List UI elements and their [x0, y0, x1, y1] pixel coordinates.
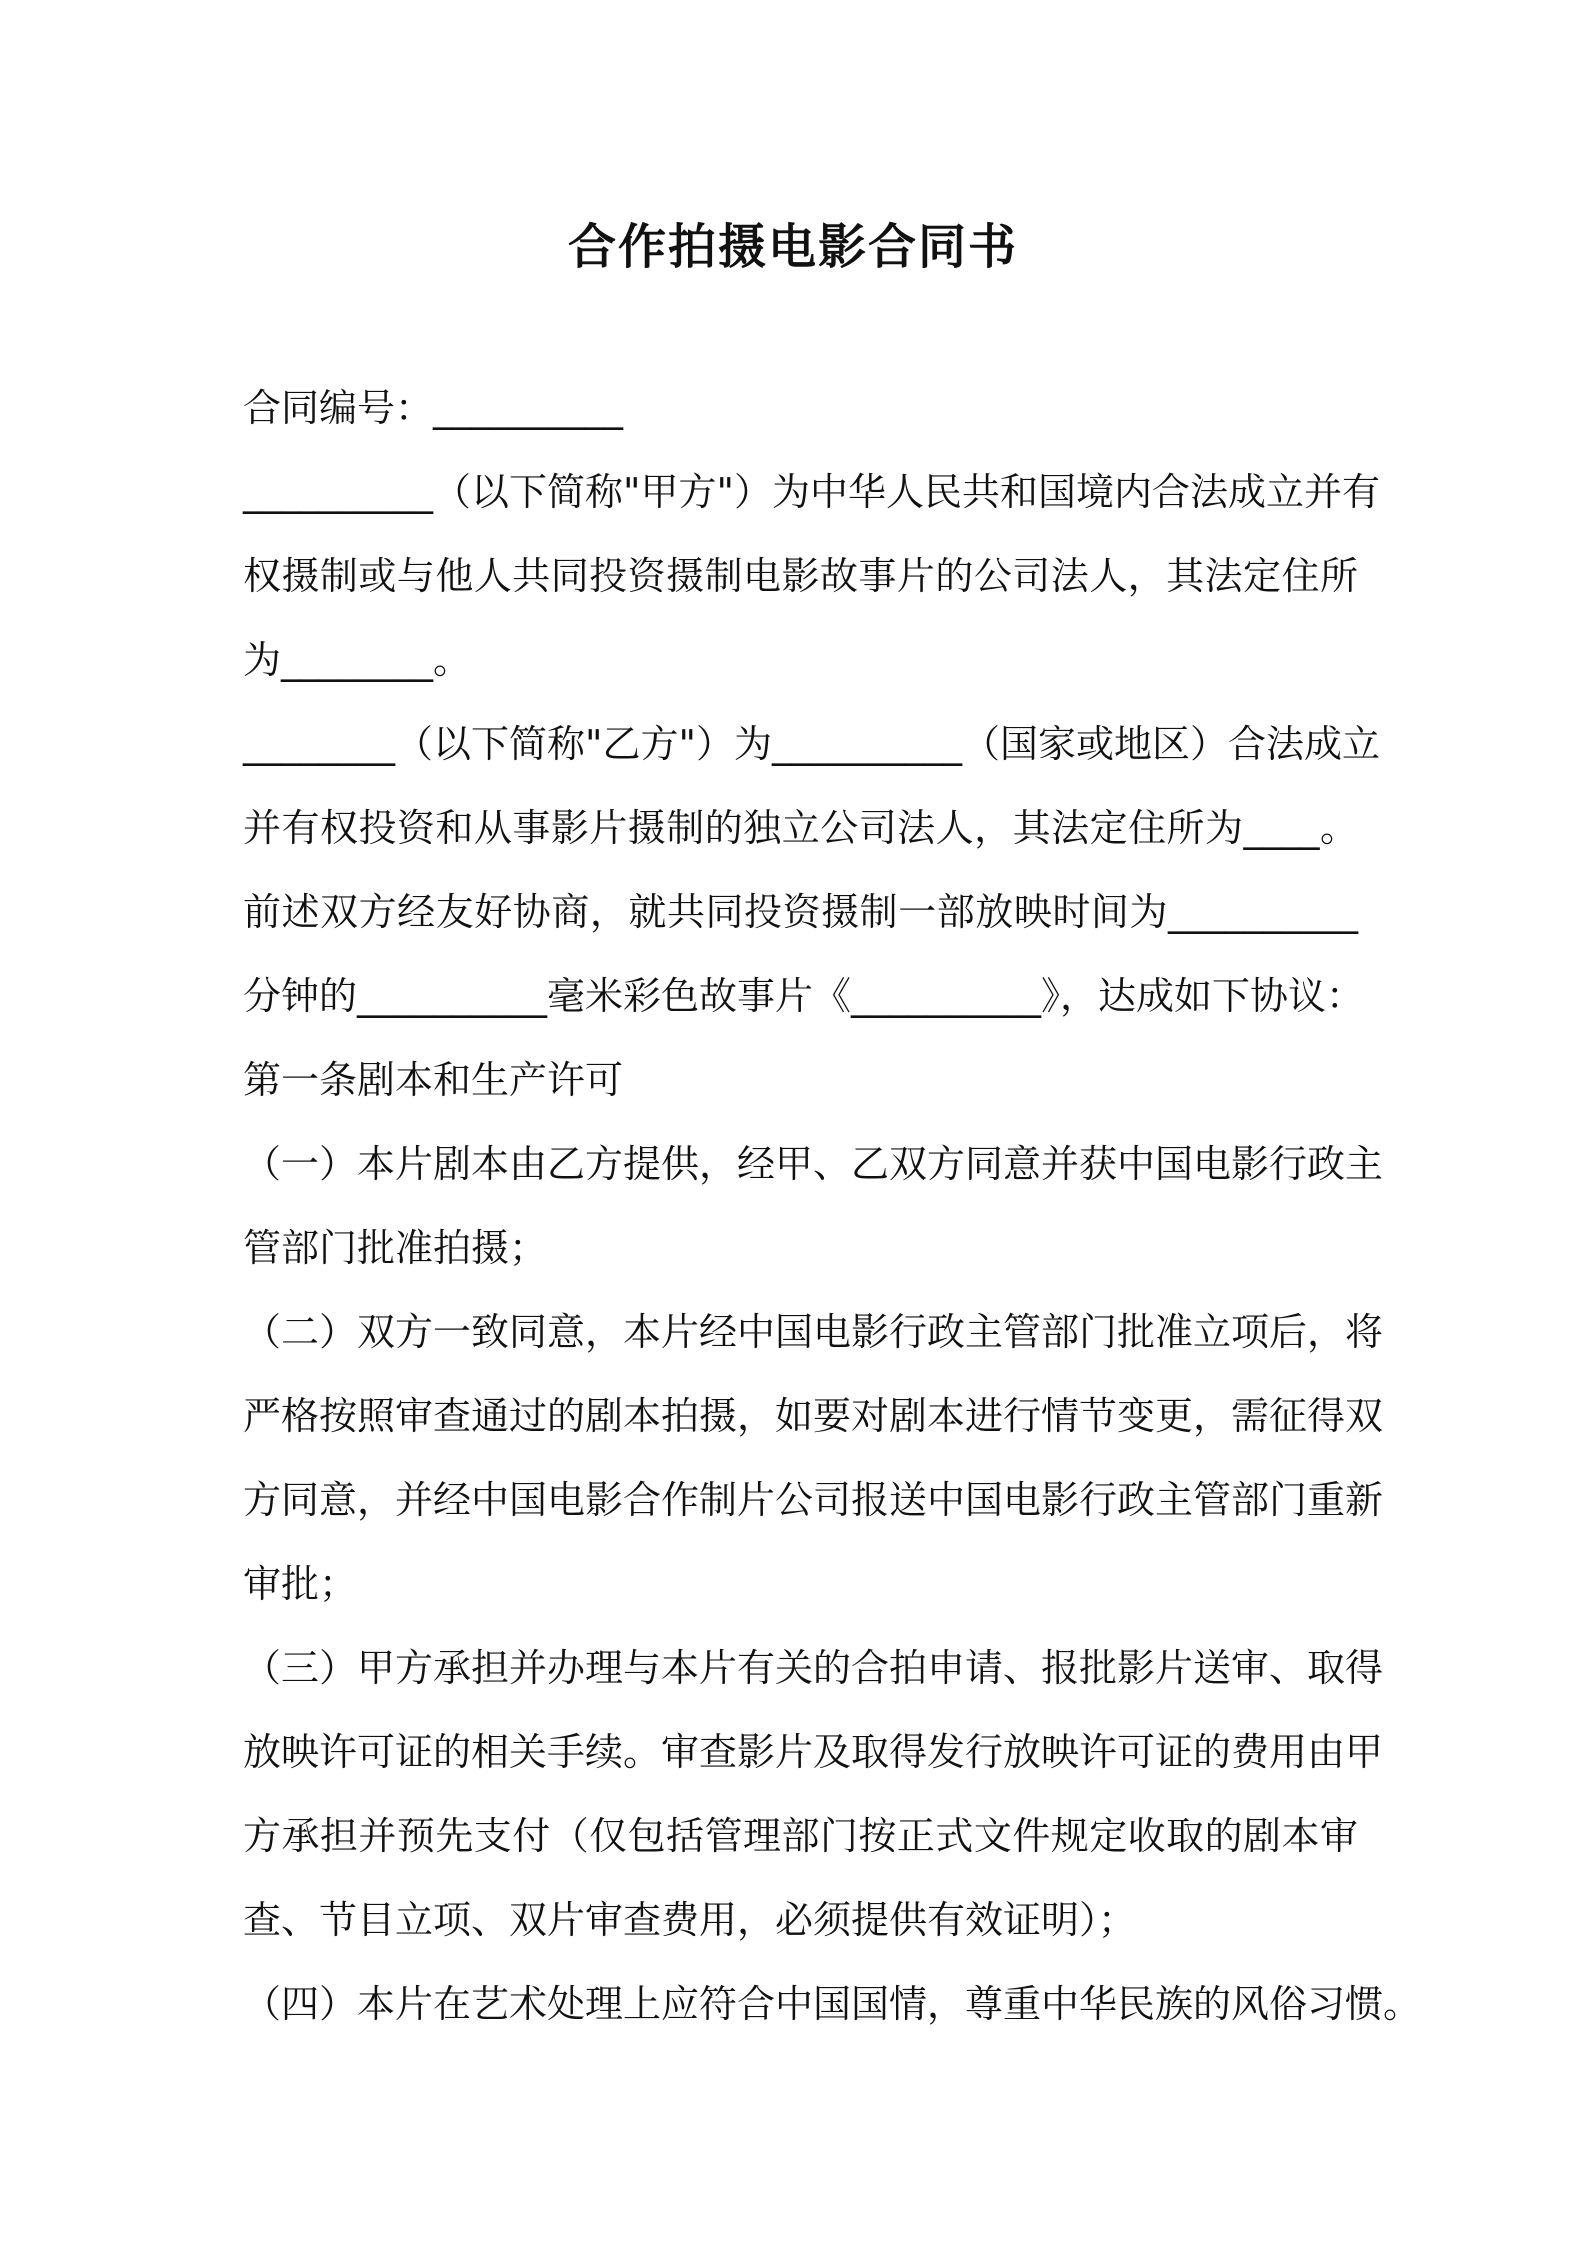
document-text-line: （一）本片剧本由乙方提供，经甲、乙双方同意并获中国电影行政主	[243, 1142, 1384, 1186]
document-text-line: （二）双方一致同意，本片经中国电影行政主管部门批准立项后，将	[243, 1310, 1384, 1354]
document-text-line: 前述双方经友好协商，就共同投资摄制一部放映时间为__________	[243, 890, 1358, 934]
document-title: 合作拍摄电影合同书	[567, 219, 1018, 275]
document-text-line: 并有权投资和从事影片摄制的独立公司法人，其法定住所为____。	[243, 806, 1358, 850]
document-body	[243, 366, 1422, 2046]
document-text-line: 审批；	[243, 1562, 358, 1606]
document-text-line: 方同意，并经中国电影合作制片公司报送中国电影行政主管部门重新	[243, 1478, 1384, 1522]
document-text-line: 第一条剧本和生产许可	[243, 1058, 624, 1102]
document-text-line: 严格按照审查通过的剧本拍摄，如要对剧本进行情节变更，需征得双	[243, 1394, 1384, 1438]
document-text-line: （四）本片在艺术处理上应符合中国国情，尊重中华民族的风俗习惯。	[243, 1982, 1422, 2026]
document-text-line: 放映许可证的相关手续。审查影片及取得发行放映许可证的费用由甲	[243, 1730, 1384, 1774]
document-text-line: 权摄制或与他人共同投资摄制电影故事片的公司法人，其法定住所	[243, 554, 1358, 598]
document-text-line: 合同编号：__________	[243, 386, 624, 430]
document-text-line: （三）甲方承担并办理与本片有关的合拍申请、报批影片送审、取得	[243, 1646, 1384, 1690]
document-text-line: 管部门批准拍摄；	[243, 1226, 548, 1270]
document-text-line: 分钟的__________毫米彩色故事片《__________》，达成如下协议：	[243, 974, 1365, 1018]
document-text-line: 为________。	[243, 638, 472, 682]
document-text-line: 查、节目立项、双片审查费用，必须提供有效证明）；	[243, 1898, 1137, 1942]
document-text-line: __________（以下简称"甲方"）为中华人民共和国境内合法成立并有	[243, 470, 1380, 514]
document-text-line: 方承担并预先支付（仅包括管理部门按正式文件规定收取的剧本审	[243, 1814, 1358, 1858]
document-text-line: ________（以下简称"乙方"）为__________（国家或地区）合法成立	[243, 722, 1380, 766]
